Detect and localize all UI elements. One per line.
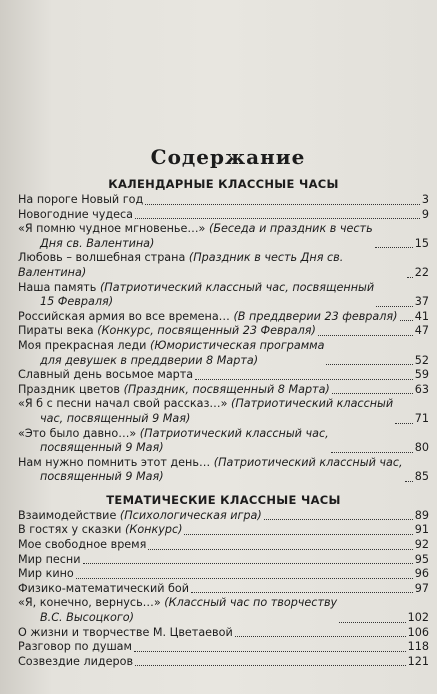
page-number: 22 bbox=[414, 265, 429, 279]
section-heading: КАЛЕНДАРНЫЕ КЛАССНЫЕ ЧАСЫ bbox=[108, 177, 339, 191]
toc-entry-text bbox=[18, 427, 329, 456]
page-number: 80 bbox=[414, 441, 429, 455]
page-number: 89 bbox=[414, 508, 429, 522]
toc-entry-title: Мир песни bbox=[18, 552, 81, 566]
toc-entry-subtitle: (Патриотический классный час, bbox=[139, 426, 329, 440]
dot-leader bbox=[145, 204, 420, 205]
page-number: 47 bbox=[414, 324, 429, 338]
page-number: 15 bbox=[414, 236, 429, 250]
toc-entry-title: Моя прекрасная леди bbox=[18, 338, 147, 352]
dot-leader bbox=[135, 665, 406, 666]
page-number: 85 bbox=[414, 470, 429, 484]
toc-entry-title: Новогодние чудеса bbox=[18, 207, 134, 221]
section-heading: ТЕМАТИЧЕСКИЕ КЛАССНЫЕ ЧАСЫ bbox=[106, 492, 341, 507]
toc-entry-subtitle-continued: час, посвященный 9 Мая) bbox=[40, 411, 191, 425]
toc-entry[interactable] bbox=[18, 281, 429, 310]
page-number: 121 bbox=[407, 654, 429, 668]
toc-entry-text bbox=[18, 456, 403, 485]
toc-entry[interactable] bbox=[18, 538, 429, 553]
page-number: 95 bbox=[414, 552, 429, 566]
page-number: 41 bbox=[414, 309, 429, 323]
dot-leader bbox=[375, 247, 413, 248]
toc-entry-text bbox=[18, 208, 133, 223]
toc-entry[interactable] bbox=[18, 193, 429, 208]
toc-entry-subtitle: (Праздник в честь Дня св. Валентина) bbox=[18, 251, 344, 279]
toc-entry-text bbox=[18, 567, 74, 582]
toc-entry-text bbox=[18, 553, 81, 568]
dot-leader bbox=[191, 592, 413, 593]
dot-leader bbox=[148, 549, 412, 550]
dot-leader bbox=[83, 563, 413, 564]
dot-leader bbox=[134, 651, 406, 652]
toc-entry-subtitle-continued: посвященный 9 Мая) bbox=[40, 470, 164, 484]
page-title: Содержание bbox=[150, 145, 306, 169]
toc-entry-subtitle: (Патриотический классный час, bbox=[213, 455, 403, 469]
toc-entry-text bbox=[18, 640, 132, 655]
toc-entry-text bbox=[18, 324, 316, 339]
toc-entry-title: Мир кино bbox=[18, 567, 74, 581]
dot-leader bbox=[184, 534, 412, 535]
toc-entry[interactable] bbox=[18, 509, 429, 524]
toc-entry-text bbox=[18, 383, 330, 398]
page-number: 9 bbox=[421, 207, 429, 221]
toc-entry-subtitle: (Праздник, посвященный 8 Марта) bbox=[123, 382, 330, 396]
toc-entry-title: Наша память bbox=[18, 280, 97, 294]
toc-entry-text bbox=[18, 655, 133, 670]
page-number: 106 bbox=[407, 625, 429, 639]
page-number: 52 bbox=[414, 353, 429, 367]
toc-entry-text bbox=[18, 582, 189, 597]
toc-entry-title: Пираты века bbox=[18, 324, 94, 338]
toc-entry-subtitle: (В преддверии 23 февраля) bbox=[233, 309, 398, 323]
toc-entry[interactable] bbox=[18, 596, 429, 625]
toc-entry-subtitle: (Конкурс, посвященный 23 Февраля) bbox=[97, 324, 316, 338]
page-number: 91 bbox=[414, 523, 429, 537]
toc-entry[interactable] bbox=[18, 397, 429, 426]
toc-entry-text bbox=[18, 251, 405, 280]
page-number: 37 bbox=[414, 295, 429, 309]
page-number: 97 bbox=[414, 581, 429, 595]
toc-entry-text bbox=[18, 523, 182, 538]
toc-entry-title: Физико-математический бой bbox=[18, 581, 190, 595]
dot-leader bbox=[235, 636, 406, 637]
toc-entry-text bbox=[18, 626, 233, 641]
dot-leader bbox=[135, 218, 420, 219]
page-number: 118 bbox=[407, 640, 429, 654]
table-of-contents bbox=[18, 177, 429, 669]
page-number: 102 bbox=[407, 611, 429, 625]
page-number: 96 bbox=[414, 567, 429, 581]
toc-entry-title: «Я помню чудное мгновенье…» bbox=[18, 222, 206, 236]
toc-entry-title: На пороге Новый год bbox=[18, 193, 144, 206]
page-number: 71 bbox=[414, 411, 429, 425]
toc-entry-text bbox=[18, 509, 262, 524]
toc-entry[interactable] bbox=[18, 339, 429, 368]
toc-entry-subtitle: (Психологическая игра) bbox=[119, 508, 262, 522]
dot-leader bbox=[332, 393, 413, 394]
toc-entry[interactable] bbox=[18, 553, 429, 568]
dot-leader bbox=[331, 452, 413, 453]
toc-entry[interactable] bbox=[18, 310, 429, 325]
toc-entry-text bbox=[18, 538, 146, 553]
dot-leader bbox=[400, 320, 413, 321]
toc-entry-subtitle: (Классный час по творчеству bbox=[164, 596, 338, 610]
toc-entry[interactable] bbox=[18, 208, 429, 223]
toc-entry-subtitle-continued: для девушек в преддверии 8 Марта) bbox=[40, 353, 259, 367]
toc-entry[interactable] bbox=[18, 383, 429, 398]
toc-entry-text bbox=[18, 339, 324, 368]
toc-entry-subtitle-continued: посвященный 9 Мая) bbox=[40, 441, 164, 455]
dot-leader bbox=[264, 519, 413, 520]
toc-entry-title: «Это было давно…» bbox=[18, 426, 137, 440]
toc-entry-title: О жизни и творчестве М. Цветаевой bbox=[18, 625, 233, 639]
toc-entry-subtitle-continued: 15 Февраля) bbox=[40, 295, 114, 309]
toc-entry-text bbox=[18, 310, 398, 325]
toc-entry[interactable] bbox=[18, 567, 429, 582]
dot-leader bbox=[376, 306, 413, 307]
toc-entry-title: Славный день восьмое марта bbox=[18, 368, 194, 382]
dot-leader bbox=[407, 277, 413, 278]
toc-entry-title: Созвездие лидеров bbox=[18, 654, 134, 668]
dot-leader bbox=[326, 364, 412, 365]
toc-entry[interactable] bbox=[18, 427, 429, 456]
toc-entry-title: Российская армия во все времена… bbox=[18, 309, 230, 323]
toc-entry-subtitle: (Патриотический классный bbox=[231, 397, 394, 411]
toc-entry[interactable] bbox=[18, 626, 429, 641]
toc-entry-title: «Я б с песни начал свой рассказ…» bbox=[18, 397, 228, 411]
toc-entry-title: Нам нужно помнить этот день… bbox=[18, 455, 211, 469]
page-number: 92 bbox=[414, 538, 429, 552]
toc-entry-text bbox=[18, 596, 337, 625]
toc-entry-title: Любовь – волшебная страна bbox=[18, 251, 186, 265]
toc-entry[interactable] bbox=[18, 523, 429, 538]
toc-entry[interactable] bbox=[18, 640, 429, 655]
toc-entry[interactable] bbox=[18, 368, 429, 383]
toc-entry-subtitle-continued: Дня св. Валентина) bbox=[40, 236, 155, 250]
dot-leader bbox=[405, 481, 413, 482]
page-number: 3 bbox=[421, 193, 429, 206]
toc-entry[interactable] bbox=[18, 456, 429, 485]
toc-entry[interactable] bbox=[18, 655, 429, 670]
toc-entry-title: Взаимодействие bbox=[18, 508, 117, 522]
toc-entry[interactable] bbox=[18, 324, 429, 339]
toc-entry-subtitle: (Патриотический классный час, посвященный bbox=[99, 280, 375, 294]
toc-entry-title: Мое свободное время bbox=[18, 538, 147, 552]
toc-entry-subtitle: (Юмористическая программа bbox=[150, 338, 325, 352]
toc-entry-title: В гостях у сказки bbox=[18, 523, 122, 537]
toc-entry[interactable] bbox=[18, 582, 429, 597]
dot-leader bbox=[339, 622, 405, 623]
toc-entry-text bbox=[18, 193, 143, 208]
page-number: 63 bbox=[414, 382, 429, 396]
toc-entry-title: Разговор по душам bbox=[18, 640, 132, 654]
toc-entry-title: Праздник цветов bbox=[18, 382, 120, 396]
section-gap bbox=[18, 485, 429, 489]
toc-entry-text bbox=[18, 368, 193, 383]
toc-entry-subtitle: (Конкурс) bbox=[125, 523, 183, 537]
toc-entry-subtitle: (Беседа и праздник в честь bbox=[208, 222, 373, 236]
toc-list bbox=[18, 509, 429, 670]
dot-leader bbox=[76, 578, 413, 579]
toc-list bbox=[18, 193, 429, 485]
toc-entry-subtitle-continued: В.С. Высоцкого) bbox=[40, 611, 134, 625]
dot-leader bbox=[395, 423, 413, 424]
dot-leader bbox=[195, 379, 413, 380]
toc-entry[interactable] bbox=[18, 251, 429, 280]
toc-entry-text bbox=[18, 281, 374, 310]
toc-entry-text bbox=[18, 397, 393, 426]
toc-entry[interactable] bbox=[18, 222, 429, 251]
page-number: 59 bbox=[414, 368, 429, 382]
dot-leader bbox=[318, 335, 413, 336]
toc-entry-title: «Я, конечно, вернусь…» bbox=[18, 596, 161, 610]
toc-entry-text bbox=[18, 222, 373, 251]
